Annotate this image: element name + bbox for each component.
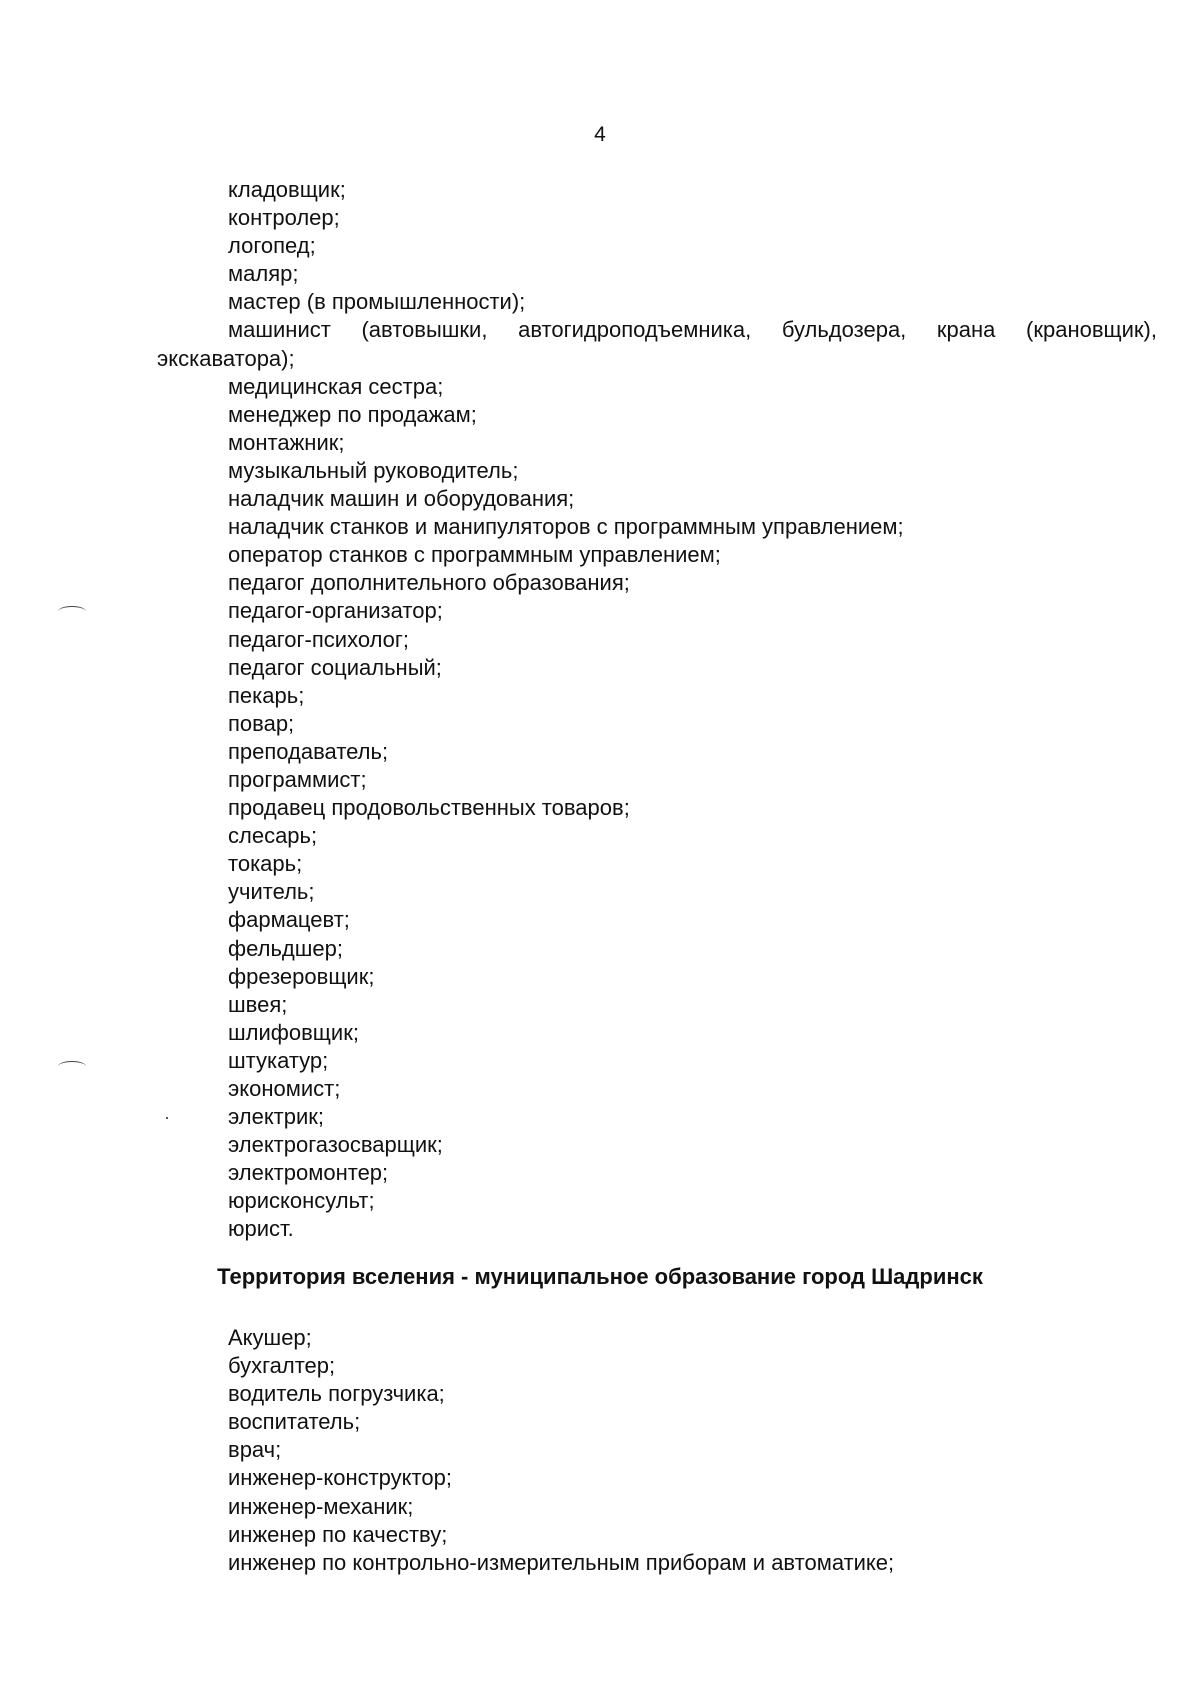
list-item: мастер (в промышленности); <box>228 289 526 315</box>
list-item: монтажник; <box>228 429 345 455</box>
profession-list-2 <box>157 1324 1157 1577</box>
list-item: экономист; <box>228 1076 341 1101</box>
punch-hole-mark <box>58 1061 86 1072</box>
list-item: фрезеровщик; <box>228 963 375 989</box>
list-item: менеджер по продажам; <box>228 401 477 427</box>
list-item: машинист (автовышки, автогидроподъемника, бульдозера, крана (крановщик), экскаватора); <box>157 317 1157 371</box>
list-item: повар; <box>228 710 295 736</box>
list-item: водитель погрузчика; <box>228 1381 445 1407</box>
list-item: пекарь; <box>228 682 305 708</box>
list-item: электрик; <box>228 1104 325 1130</box>
list-item: инженер-конструктор; <box>228 1465 452 1491</box>
list-item: программист; <box>228 766 367 792</box>
punch-hole-mark <box>58 606 86 617</box>
list-item: юрисконсульт; <box>228 1188 375 1214</box>
list-item: врач; <box>228 1437 282 1463</box>
list-item: слесарь; <box>228 823 318 849</box>
list-item: фельдшер; <box>228 935 343 961</box>
section-heading: Территория вселения - муниципальное образование город Шадринск <box>217 1264 983 1289</box>
list-item: продавец продовольственных товаров; <box>228 795 630 821</box>
list-item: инженер-механик; <box>228 1493 414 1519</box>
list-item: инженер по контрольно-измерительным приборам и автоматике; <box>228 1549 895 1575</box>
list-item: швея; <box>228 991 288 1017</box>
list-item: педагог-психолог; <box>228 626 410 652</box>
list-item: музыкальный руководитель; <box>228 457 519 483</box>
list-item: контролер; <box>228 205 340 231</box>
list-item: Акушер; <box>228 1325 312 1350</box>
list-item: наладчик машин и оборудования; <box>228 486 575 512</box>
list-item: фармацевт; <box>228 907 350 933</box>
list-item: инженер по качеству; <box>228 1521 448 1547</box>
list-item: электромонтер; <box>228 1160 389 1186</box>
list-item: наладчик станков и манипуляторов с программным управлением; <box>228 514 904 540</box>
list-item: педагог дополнительного образования; <box>228 570 630 596</box>
list-item: маляр; <box>228 261 299 287</box>
list-item: учитель; <box>228 879 315 905</box>
list-item: педагог социальный; <box>228 654 442 680</box>
list-item: медицинская сестра; <box>228 373 444 399</box>
list-item: штукатур; <box>228 1047 329 1073</box>
profession-list-1 <box>157 176 1157 1244</box>
list-item: юрист. <box>228 1216 294 1242</box>
list-item: электрогазосварщик; <box>228 1132 443 1158</box>
list-item: оператор станков с программным управлением; <box>228 542 721 568</box>
list-item: педагог-организатор; <box>228 598 443 624</box>
list-item: шлифовщик; <box>228 1019 359 1045</box>
scan-speck <box>166 1117 168 1119</box>
list-item: токарь; <box>228 851 303 877</box>
list-item: бухгалтер; <box>228 1353 336 1379</box>
list-item: воспитатель; <box>228 1409 361 1435</box>
list-item: преподаватель; <box>228 738 389 764</box>
page-number: 4 <box>594 123 606 146</box>
list-item: логопед; <box>228 233 316 259</box>
list-item: кладовщик; <box>228 177 346 202</box>
